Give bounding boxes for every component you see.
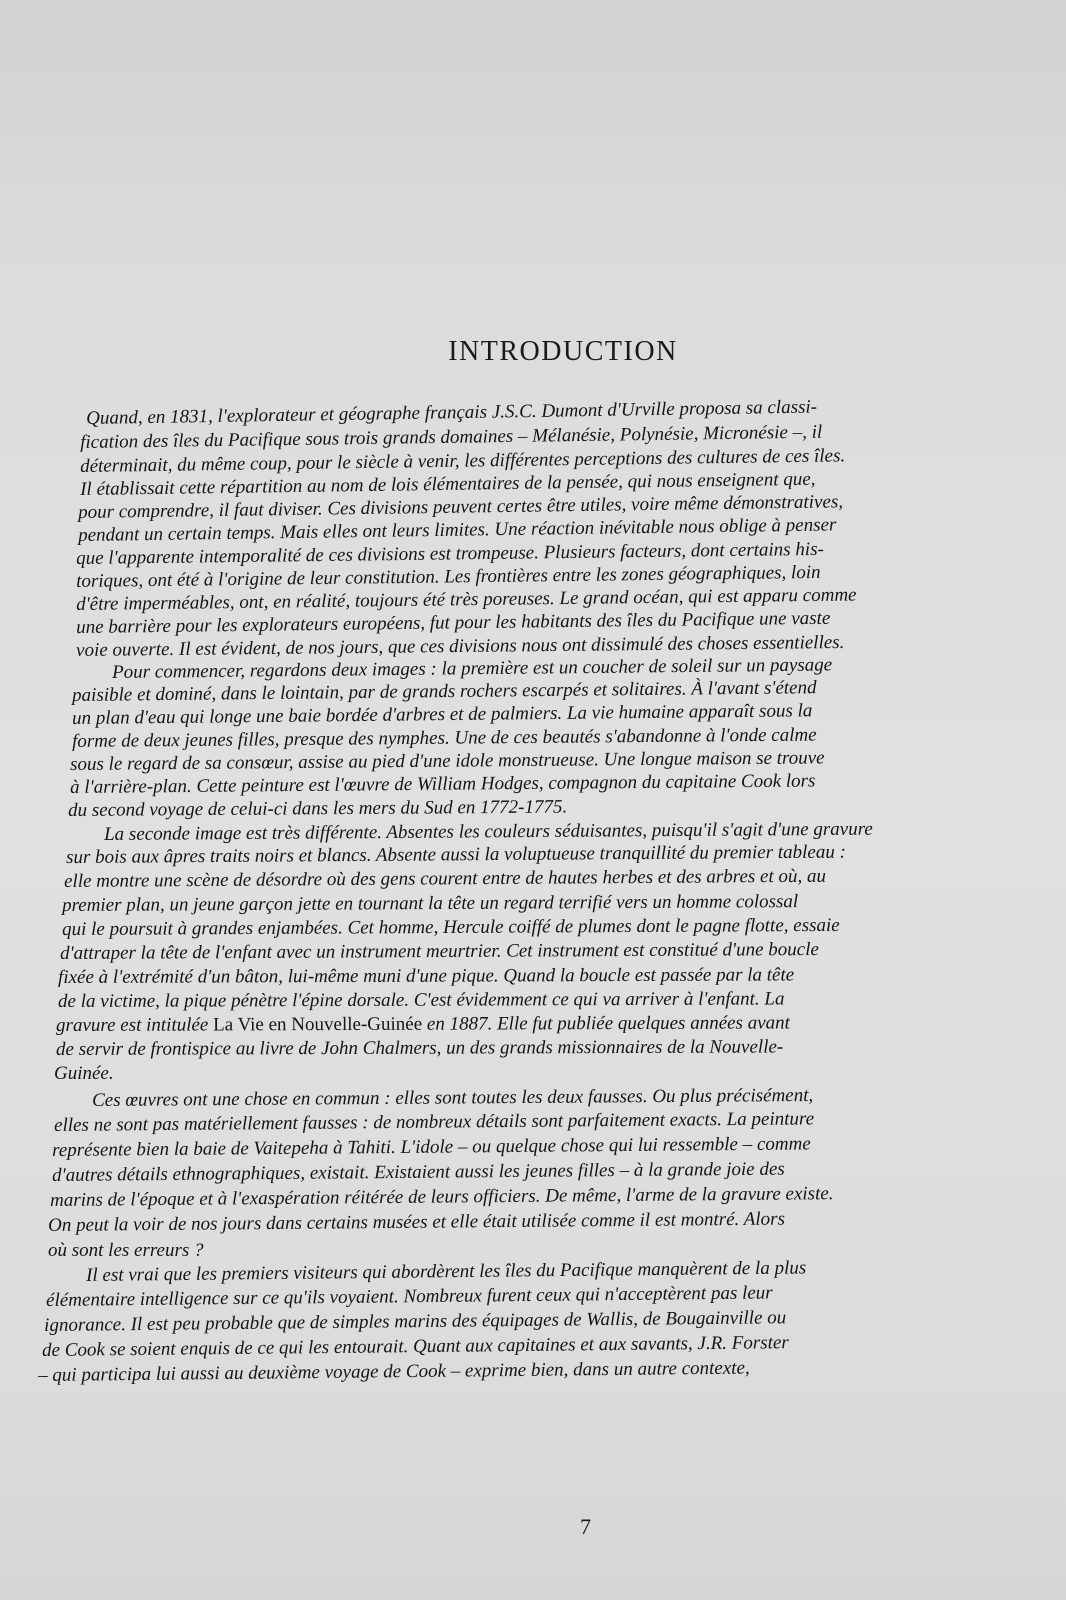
book-title-reference: La Vie en Nouvelle-Guinée [213,1013,423,1036]
text-line: déterminait, du même coup, pour le siècle à venir, les différentes perceptions des cultures de ces îles. [80,445,846,477]
text-line: pendant un certain temps. Mais elles ont leurs limites. Une réaction inévitable nous oblige à penser [78,514,837,546]
text-line-part: en 1887. Elle fut publiée quelques années avant [426,1012,790,1035]
text-line: marins de l'époque et à l'exaspération réitérée de leurs officiers. De même, l'arme de la gravure existe. [50,1183,834,1211]
text-line: Guinée. [54,1063,114,1084]
text-line: où sont les erreurs ? [48,1240,204,1261]
text-line: qui le poursuit à grandes enjambées. Cet homme, Hercule coiffé de plumes dont le pagne flotte, essaie [62,914,840,940]
chapter-title: INTRODUCTION [448,336,678,367]
text-line: représente bien la baie de Vaitepeha à Tahiti. L'idole – ou quelque chose qui lui ressemble – comme [52,1133,811,1161]
text-line: à l'arrière-plan. Cette peinture est l'œuvre de William Hodges, compagnon du capitaine Cook lors [70,770,816,798]
text-line-part: gravure est intitulée [56,1014,209,1036]
text-line: pour comprendre, il faut diviser. Ces divisions peuvent certes être utiles, voire même démonstratives, [78,491,844,523]
page-number: 7 [580,1514,591,1539]
text-line: Pour commencer, regardons deux images : la première est un coucher de soleil sur un paysage [112,654,833,683]
text-line: Ces œuvres ont une chose en commun : elles sont toutes les deux fausses. Ou plus précisément, [92,1084,814,1111]
text-line: d'autres détails ethnographiques, existait. Existaient aussi les jeunes filles – à la grande joie des [52,1158,785,1186]
text-line: d'être imperméables, ont, en réalité, toujours été très poreuses. Le grand océan, qui est apparu comme [76,584,857,615]
text-line: d'attraper la tête de l'enfant avec un instrument meurtrier. Cet instrument est constitué d'une boucle [60,939,819,964]
text-line: de la victime, la pique pénètre l'épine dorsale. C'est évidemment ce qui va arriver à l'enfant. La [58,988,785,1012]
text-line: voie ouverte. Il est évident, de nos jours, que ces divisions nous ont dissimulé des choses essentielles. [76,631,845,661]
text-line: de servir de frontispice au livre de John Chalmers, un des grands missionnaires de la Nouvelle- [56,1036,784,1060]
text-line: du second voyage de celui-ci dans les mers du Sud en 1772-1775. [68,796,568,821]
text-line: On peut la voir de nos jours dans certains musées et elle était utilisée comme il est montré. Alors [48,1208,786,1236]
text-line: sur bois aux âpres traits noirs et blancs. Absente aussi la voluptueuse tranquillité du premier tableau : [66,841,846,868]
text-line: ignorance. Il est peu probable que de simples marins des équipages de Wallis, de Bougainville ou [44,1307,787,1336]
text-line: toriques, ont été à l'origine de leur constitution. Les frontières entre les zones géographiques, loin [76,561,821,592]
text-line: elles ne sont pas matériellement fausses : de nombreux détails sont parfaitement exacts. La peinture [54,1108,815,1136]
text-line [56,1012,790,1037]
text-line: – qui participa lui aussi au deuxième voyage de Cook – exprime bien, dans un autre contexte, [38,1357,750,1386]
text-line: de Cook se soient enquis de ce qui les entourait. Quant aux capitaines et aux savants, J.R. Forster [42,1332,789,1361]
text-line: un plan d'eau qui longe une baie bordée d'arbres et de palmiers. La vie humaine apparaît sous la [72,700,813,729]
text-line: forme de deux jeunes filles, presque des nymphes. Une de ces beautés s'abandonne à l'onde calme [72,724,817,752]
text-line: La seconde image est très différente. Absentes les couleurs séduisantes, puisqu'il s'agit d'une gravure [104,818,873,845]
text-line: Il établissait cette répartition au nom de lois élémentaires de la pensée, qui nous enseignent que, [80,468,816,500]
text-line: une barrière pour les explorateurs européens, fut pour les habitants des îles du Pacifique une vaste [76,607,831,638]
text-line: fication des îles du Pacifique sous trois grands domaines – Mélanésie, Polynésie, Micronésie –, il [80,421,823,453]
text-line: fixée à l'extrémité d'un bâton, lui-même muni d'une pique. Quand la boucle est passée par la tête [58,964,795,988]
text-line: paisible et dominé, dans le lointain, par de grands rochers escarpés et solitaires. À l'avant s'étend [72,677,817,706]
text-line: elle montre une scène de désordre où des gens courent entre de hautes herbes et des arbres et où, au [64,865,827,892]
text-line: élémentaire intelligence sur ce qu'ils voyaient. Nombreux furent ceux qui n'acceptèrent pas leur [46,1282,773,1311]
text-line: sous le regard de sa consœur, assise au pied d'une idole monstrueuse. Une longue maison se trouve [70,747,825,775]
text-line: que l'apparente intemporalité de ces divisions est trompeuse. Plusieurs facteurs, dont certains his- [76,538,824,569]
text-line: Il est vrai que les premiers visiteurs qui abordèrent les îles du Pacifique manquèrent de la plus [86,1257,807,1286]
body-text [0,396,1066,1504]
text-line: Quand, en 1831, l'explorateur et géographe français J.S.C. Dumont d'Urville proposa sa classi- [86,396,818,429]
text-line: premier plan, un jeune garçon jette en tournant la tête un regard terrifié vers un homme colossal [62,891,799,916]
